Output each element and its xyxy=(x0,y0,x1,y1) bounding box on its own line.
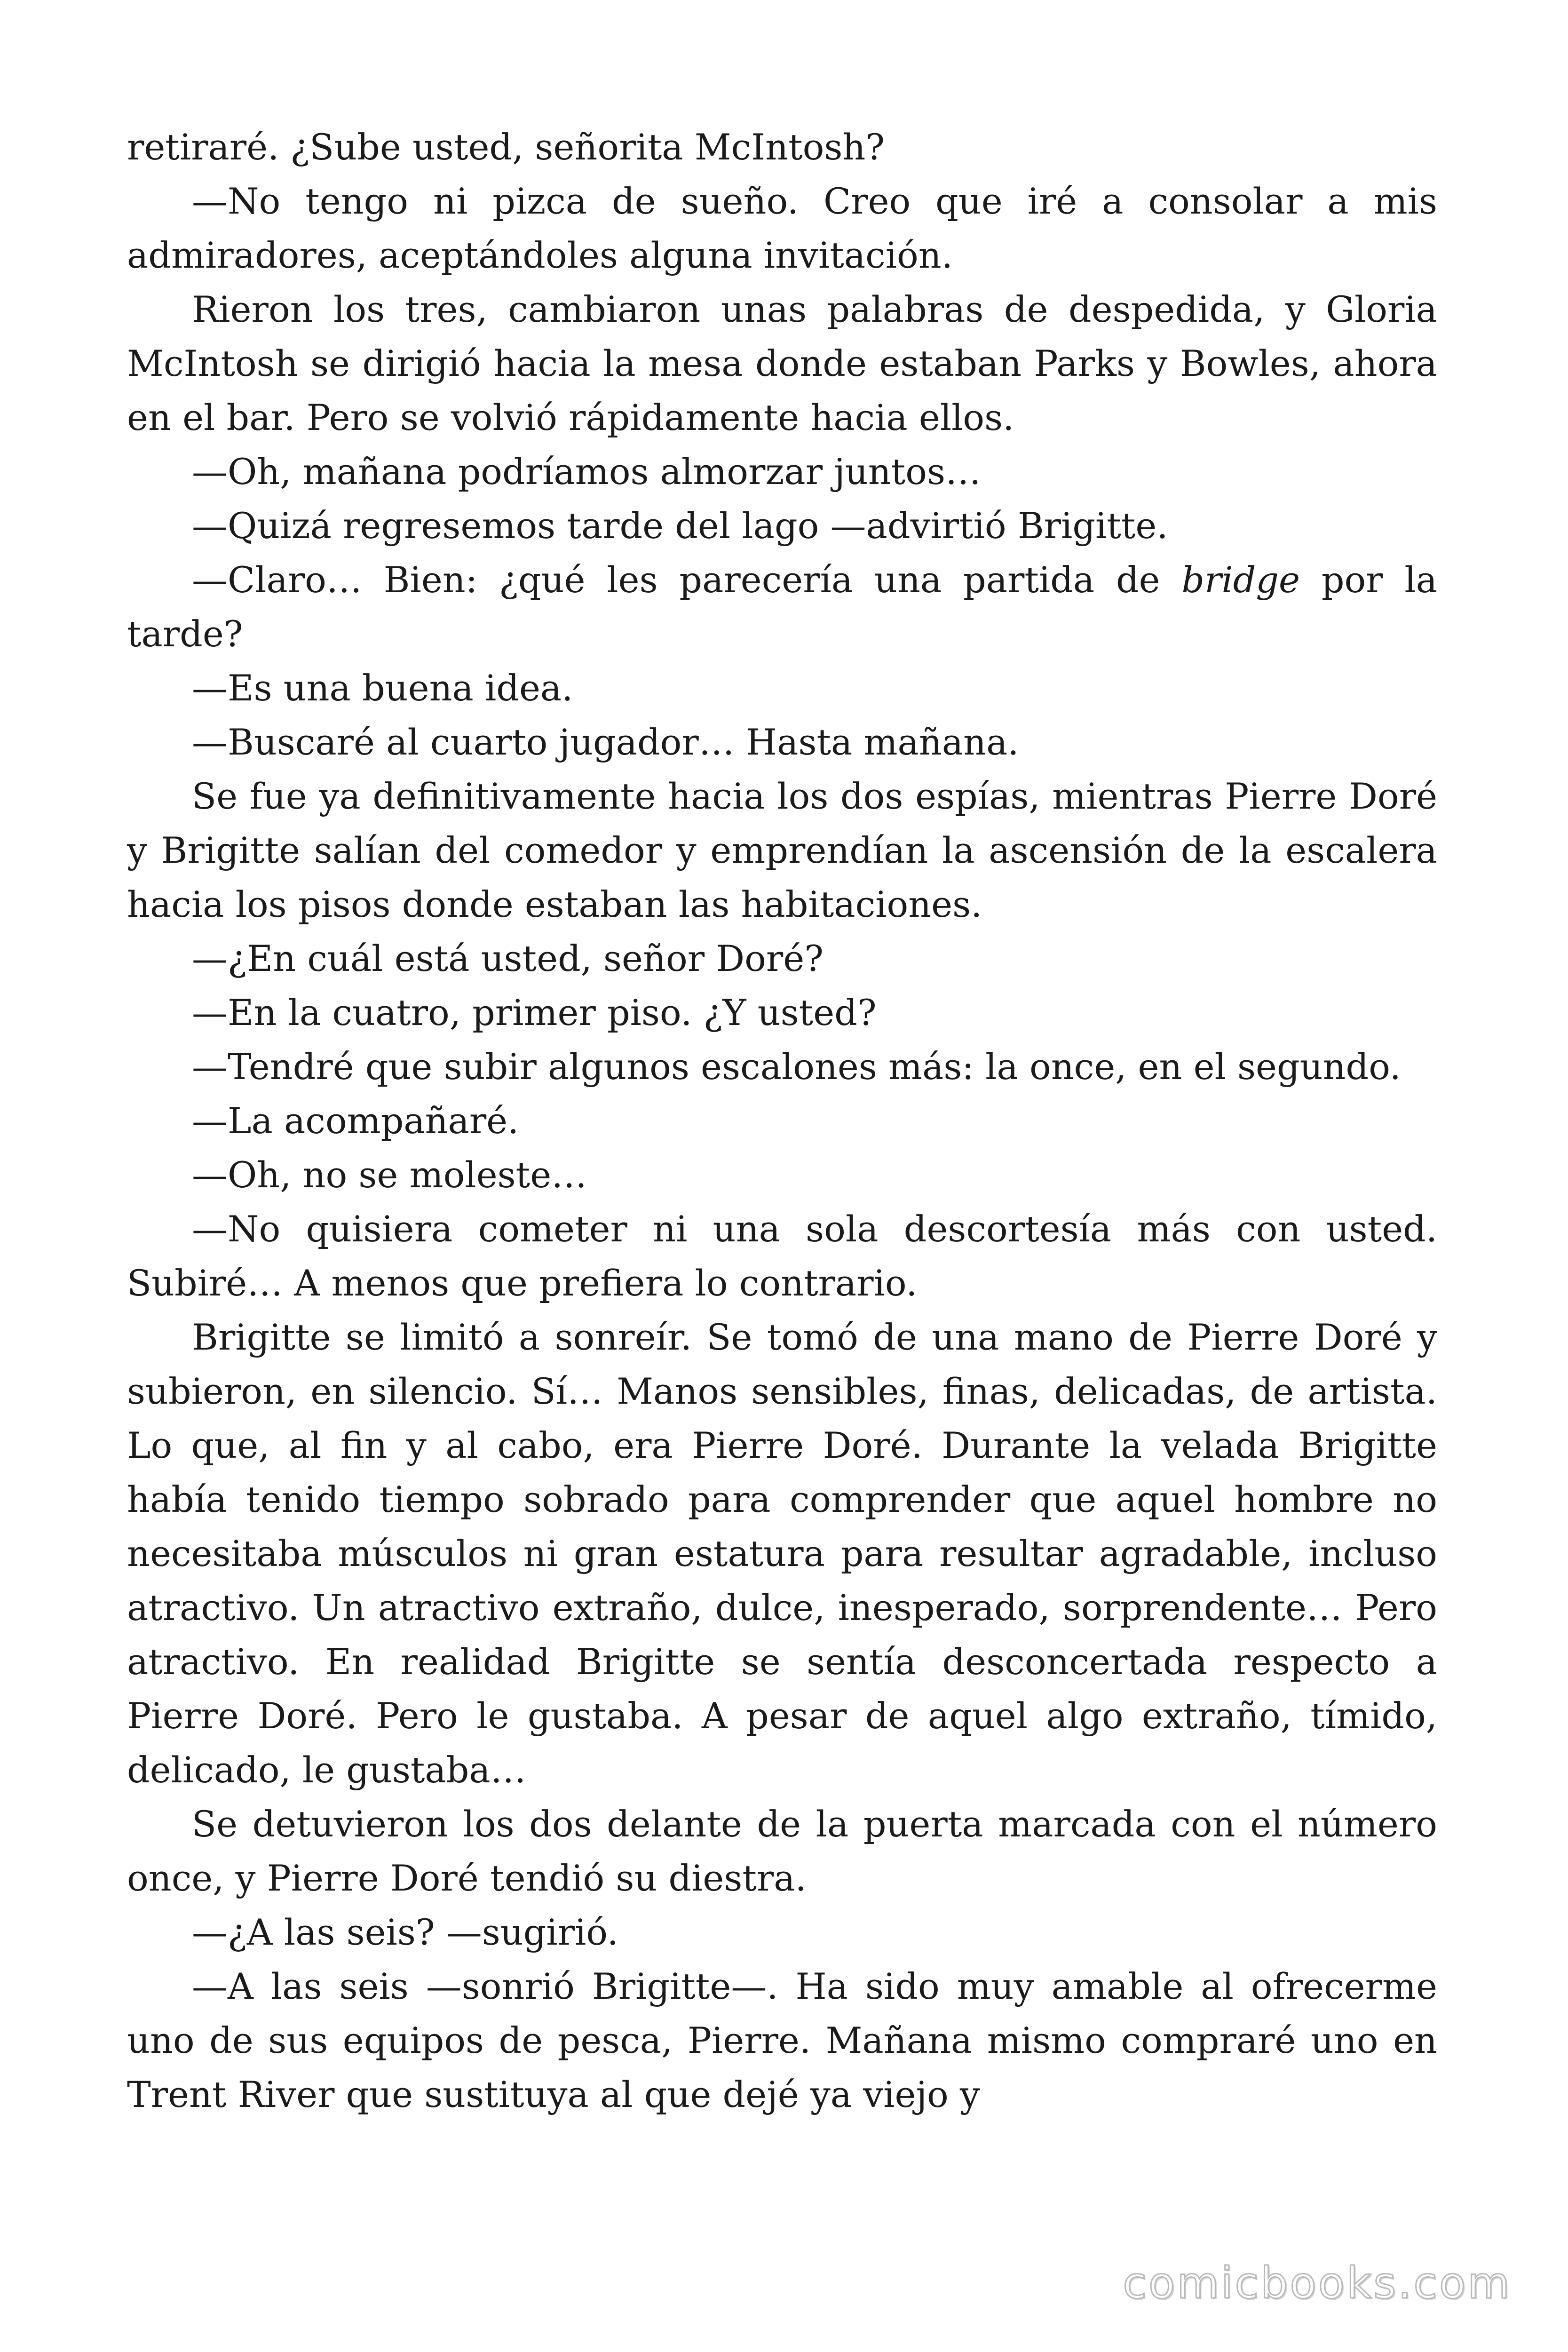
book-page-text xyxy=(127,120,1437,2122)
paragraph-text-after: por la tarde? xyxy=(127,559,1437,655)
narrative-paragraph: Rieron los tres, cambiaron unas palabras de despedida, y Gloria McIntosh se dirigió hacia la mesa donde estaban Parks y Bowles, ahora en el bar. Pero se volvió rápidamente hacia ellos. xyxy=(127,288,1437,438)
dialogue-paragraph: —¿A las seis? —sugirió. xyxy=(192,1911,618,1953)
italic-word-bridge: bridge xyxy=(1181,559,1300,601)
narrative-paragraph: Se fue ya definitivamente hacia los dos espías, mientras Pierre Doré y Brigitte salían del comedor y emprendían la ascensión de la escalera hacia los pisos donde estaban las habitaciones. xyxy=(127,775,1437,925)
narrative-paragraph: Se detuvieron los dos delante de la puerta marcada con el número once, y Pierre Doré tendió su diestra. xyxy=(127,1803,1437,1899)
paragraph-text-before: —Claro… Bien: ¿qué les parecería una partida de xyxy=(192,559,1182,601)
dialogue-paragraph: —En la cuatro, primer piso. ¿Y usted? xyxy=(192,992,877,1033)
paragraph-continuation: retiraré. ¿Sube usted, señorita McIntosh? xyxy=(127,126,885,168)
dialogue-paragraph: —La acompañaré. xyxy=(192,1100,519,1142)
dialogue-paragraph: —Oh, no se moleste… xyxy=(192,1154,587,1196)
dialogue-paragraph: —Buscaré al cuarto jugador… Hasta mañana. xyxy=(192,721,1019,763)
narrative-paragraph: Brigitte se limitó a sonreír. Se tomó de una mano de Pierre Doré y subieron, en silencio. Sí… Manos sensibles, finas, delicadas, de artista. Lo que, al fin y al cabo, era Pierre Doré. Durante la velada Brigitte había tenido tiempo sobrado para comprender que aquel hombre no necesitaba músculos ni gran estatura para resultar agradable, incluso atractivo. Un atractivo extraño, dulce, inesperado, sorprendente… Pero atractivo. En realidad Brigitte se sentía desconcertada respecto a Pierre Doré. Pero le gustaba. A pesar de aquel algo extraño, tímido, delicado, le gustaba… xyxy=(127,1316,1437,1791)
dialogue-paragraph: —Tendré que subir algunos escalones más: la once, en el segundo. xyxy=(192,1046,1401,1088)
dialogue-paragraph: —No quisiera cometer ni una sola descortesía más con usted. Subiré… A menos que prefiera lo contrario. xyxy=(127,1208,1437,1304)
dialogue-paragraph-bridge xyxy=(127,553,1437,661)
dialogue-paragraph: —A las seis —sonrió Brigitte—. Ha sido muy amable al ofrecerme uno de sus equipos de pesca, Pierre. Mañana mismo compraré uno en Trent River que sustituya al que dejé ya viejo y xyxy=(127,1965,1437,2115)
dialogue-paragraph: —Es una buena idea. xyxy=(192,667,573,709)
dialogue-paragraph: —Oh, mañana podríamos almorzar juntos… xyxy=(192,451,981,493)
watermark: comicbooks.com xyxy=(1123,2258,1512,2308)
dialogue-paragraph: —Quizá regresemos tarde del lago —advirtió Brigitte. xyxy=(192,505,1168,547)
dialogue-paragraph: —No tengo ni pizca de sueño. Creo que iré a consolar a mis admiradores, aceptándoles alguna invitación. xyxy=(127,180,1437,276)
dialogue-paragraph: —¿En cuál está usted, señor Doré? xyxy=(192,938,824,979)
